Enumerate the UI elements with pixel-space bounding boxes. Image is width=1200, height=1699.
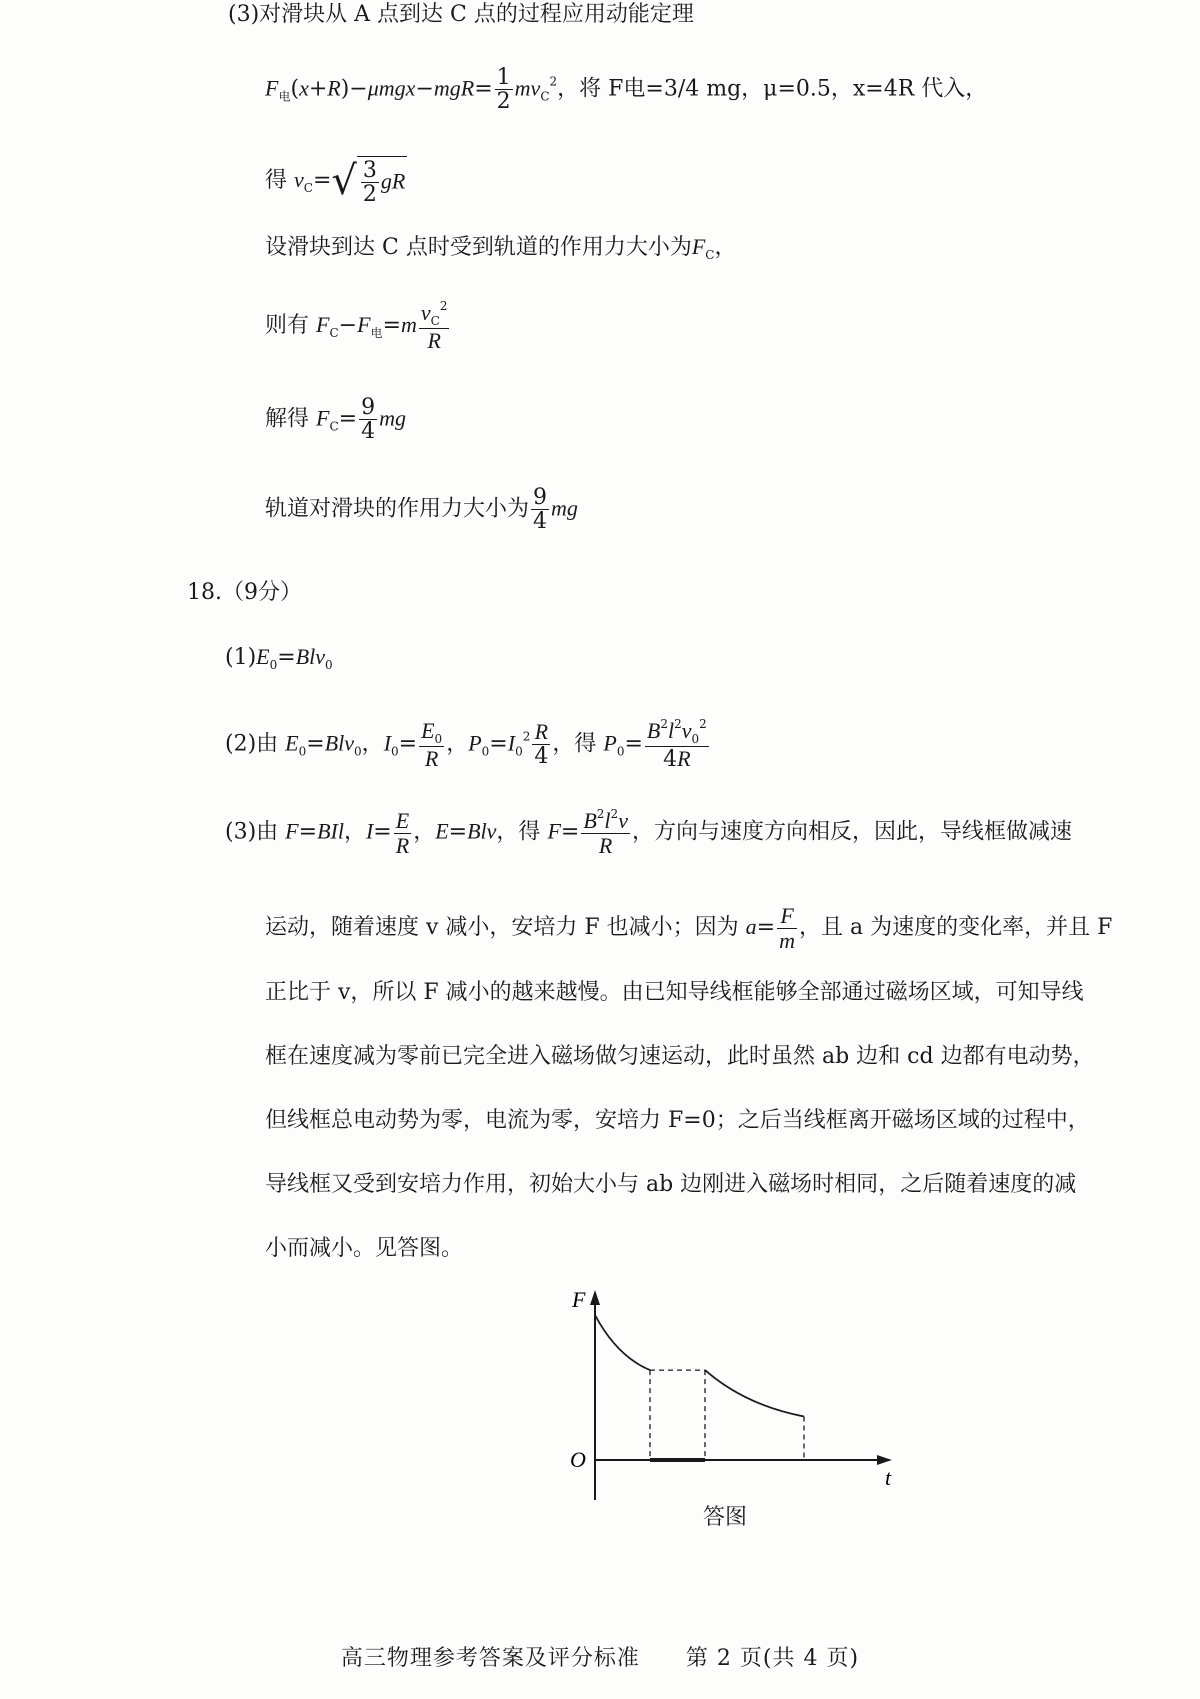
let-fc-text: 设滑块到达 C 点时受到轨道的作用力大小为$F_C$，: [265, 234, 737, 262]
q18-part3-line2: 运动，随着速度 v 减小，安培力 F 也减小；因为 a= $\frac{F}{m}$ ，且 a 为速度的变化率，并且 F: [265, 903, 1113, 954]
q18-part3-line5: 但线框总电动势为零，电流为零，安培力 F=0；之后当线框离开磁场区域的过程中，: [265, 1108, 1090, 1133]
x-axis-label: t: [885, 1465, 892, 1490]
part3-heading: (3)对滑块从 A 点到达 C 点的过程应用动能定理: [228, 2, 694, 27]
q18-title: 18.（9分）: [187, 580, 302, 605]
substitution-text: ，将 F电=3/4 mg，μ=0.5，x=4R 代入，: [557, 76, 988, 102]
q18-part3-line6: 导线框又受到安培力作用，初始大小与 ab 边刚进入磁场时相同，之后随着速度的减: [265, 1172, 1077, 1197]
conclusion: 轨道对滑块的作用力大小为 $\frac{9}{4}$ mg: [265, 485, 578, 535]
newton-equation: 则有 $F_C-F_电=m$ $\frac{v_C^2}{R}$: [265, 299, 448, 353]
q18-part1: $(1)E_0=Blv_0$: [225, 644, 333, 672]
q18-part2: (2)由 $E_0=Blv_0$，$I_0=$ $\frac{E_0}{R}$ ，$P_0=I_0^2$ $\frac{R}{4}$ ，得 $P_0=$ $\frac{B^2l^2v_0^2}{4R}$: [225, 717, 707, 772]
fc-solution: 解得 $F_C=$ $\frac{9}{4}$ mg: [265, 395, 406, 445]
f-t-graph: [560, 1285, 900, 1510]
q18-part3-line3: 正比于 v，所以 F 减小的越来越慢。由已知导线框能够全部通过磁场区域，可知导线: [265, 980, 1084, 1005]
y-axis-label: F: [572, 1287, 586, 1312]
origin-label: O: [570, 1447, 586, 1472]
vc-result: 得 $v_C=√$ $\frac{3}{2}$ gR: [265, 158, 406, 208]
curve-entering: [595, 1315, 650, 1370]
y-axis-arrow: [590, 1290, 600, 1305]
figure-caption: 答图: [703, 1505, 748, 1530]
q18-part3-line4: 框在速度减为零前已完全进入磁场做匀速运动，此时虽然 ab 边和 cd 边都有电动势，: [265, 1044, 1095, 1069]
x-axis-arrow: [877, 1455, 892, 1465]
q18-part3-line1: (3)由 F=BIl，I= $\frac{E}{R}$ ，E=Blv，得 F= $\frac{B^2l^2v}{R}$ ，方向与速度方向相反，因此，导线框做减速: [225, 807, 1072, 859]
q18-part3-line7: 小而减小。见答图。: [265, 1236, 464, 1261]
page-footer: 高三物理参考答案及评分标准 第 2 页(共 4 页): [340, 1646, 860, 1671]
energy-equation: $F_电(x+R)-\mu mgx-mgR=$ $\frac{1}{2}$ $mv_C^2$，将 F电=3/4 mg，μ=0.5，x=4R 代入，: [265, 65, 988, 115]
curve-leaving: [705, 1370, 804, 1416]
